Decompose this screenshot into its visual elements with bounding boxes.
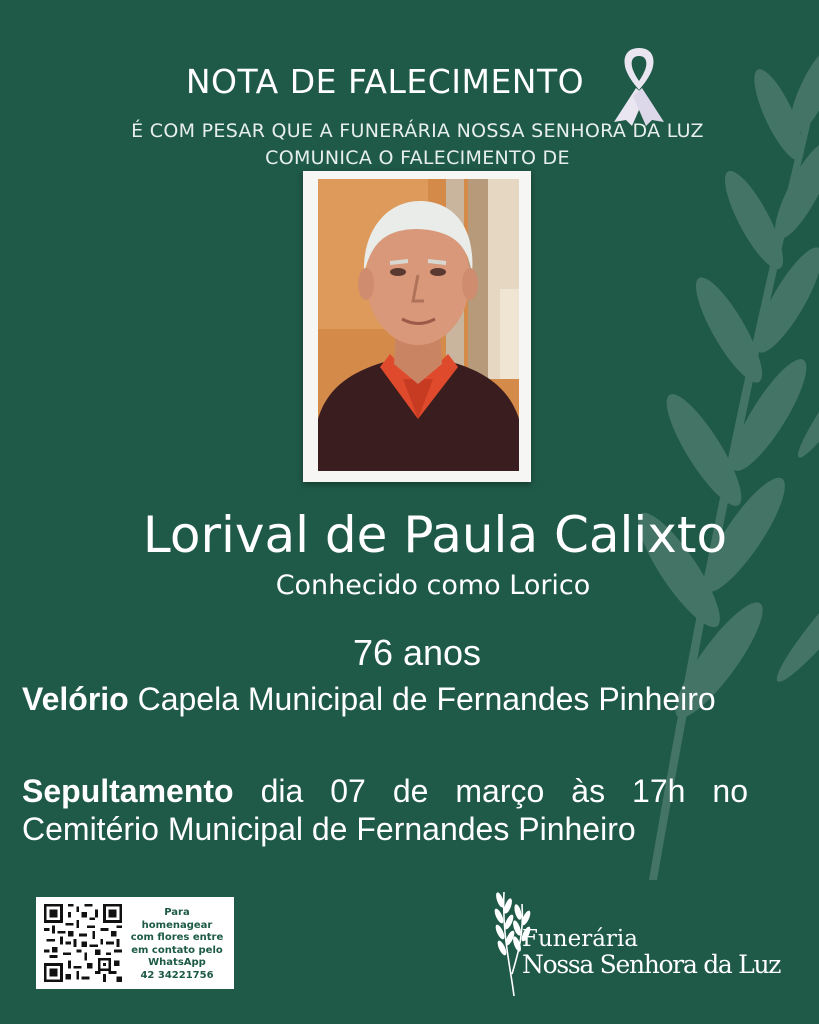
flowers-line-4: em contato pelo (131, 944, 223, 956)
sepultamento-info (22, 772, 748, 848)
funeral-home-logo (488, 884, 818, 1004)
deceased-age: 76 anos (352, 632, 482, 673)
velorio-info (22, 680, 766, 718)
sepultamento-label: Sepultamento (22, 773, 234, 809)
deceased-name: Lorival de Paula Calixto (142, 506, 728, 564)
portrait-frame (303, 171, 531, 482)
flowers-line-2: homenagear (141, 919, 213, 931)
logo-line-2: Nossa Senhora da Luz (522, 950, 781, 979)
flowers-line-5: WhatsApp (148, 957, 206, 968)
sepultamento-text: dia 07 de março às 17h no Cemitério Municipal de Fernandes Pinheiro (22, 773, 749, 847)
subtitle-line-2: COMUNICA O FALECIMENTO DE (265, 147, 570, 169)
flowers-line-1: Para (164, 907, 190, 918)
page-title: NOTA DE FALECIMENTO (185, 62, 585, 101)
awareness-ribbon-icon (606, 44, 672, 126)
deceased-nickname: Conhecido como Lorico (275, 570, 591, 601)
flowers-contact-card (36, 897, 234, 989)
velorio-text: Capela Municipal de Fernandes Pinheiro (137, 681, 716, 717)
portrait-illustration (318, 179, 519, 471)
whatsapp-phone[interactable]: 42 34221756 (140, 969, 214, 981)
flowers-line-3: com flores entre (130, 932, 224, 943)
logo-line-1: Funerária (522, 926, 638, 952)
subtitle-line-1: É COM PESAR QUE A FUNERÁRIA NOSSA SENHORA DA LUZ (131, 120, 704, 142)
portrait-photo (318, 179, 519, 471)
qr-code-icon[interactable] (44, 904, 122, 982)
velorio-label: Velório (22, 681, 129, 717)
flowers-contact-text (124, 907, 230, 982)
